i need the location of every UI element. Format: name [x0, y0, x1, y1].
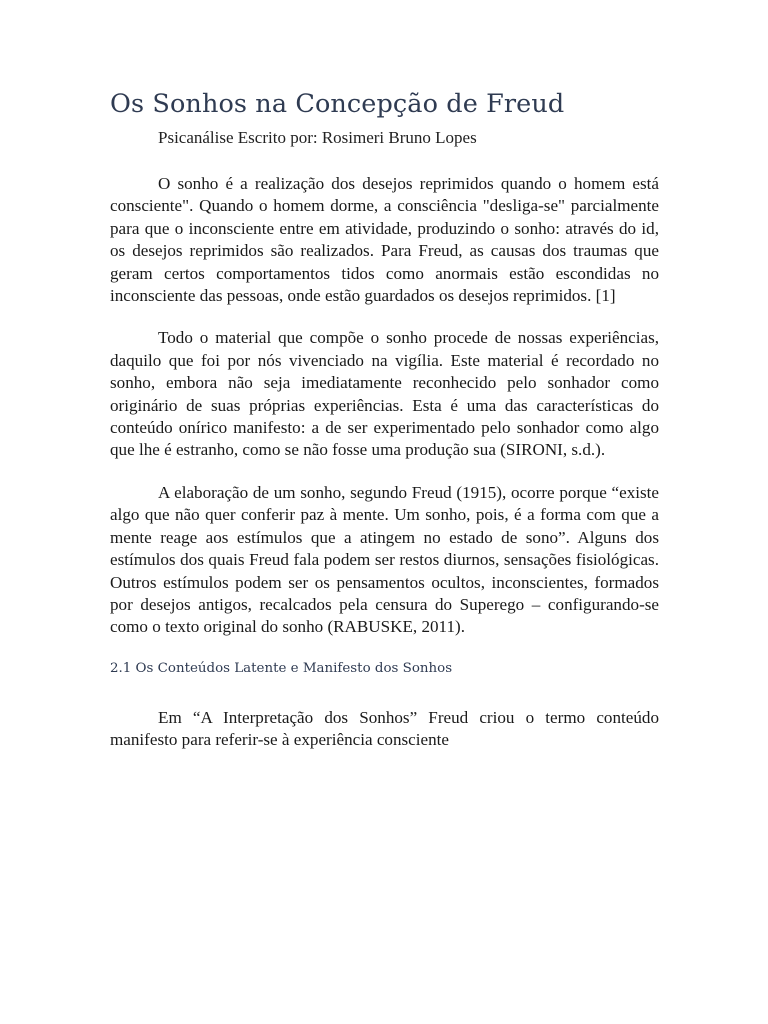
document-body	[110, 86, 659, 752]
paragraph-2: Todo o material que compõe o sonho procede de nossas experiências, daquilo que foi por nós vivenciado na vigília. Este material é recordado no sonho, embora não seja imediatamente reconhecido pelo sonhador como originário de suas próprias experiências. Esta é uma das características do conteúdo onírico manifesto: a de ser experimentado pelo sonhador como algo que lhe é estranho, como se não fosse uma produção sua (SIRONI, s.d.).	[110, 328, 659, 460]
paragraph-1: O sonho é a realização dos desejos reprimidos quando o homem está consciente". Quando o homem dorme, a consciência "desliga-se" parcialmente para que o inconsciente entre em atividade, produzindo o sonho: através do id, os desejos reprimidos são realizados. Para Freud, as causas dos traumas que geram certos comportamentos tidos como anormais estão escondidas no inconsciente das pessoas, onde estão guardados os desejos reprimidos. [1]	[110, 174, 659, 306]
document-subtitle: Psicanálise Escrito por: Rosimeri Bruno Lopes	[158, 128, 477, 147]
paragraph-3: A elaboração de um sonho, segundo Freud (1915), ocorre porque “existe algo que não quer conferir paz à mente. Um sonho, pois, é a forma com que a mente reage aos estímulos que a atingem no estado de sono”. Alguns dos estímulos dos quais Freud fala podem ser restos diurnos, sensações fisiológicas. Outros estímulos podem ser os pensamentos ocultos, inconscientes, formados por desejos antigos, recalcados pela censura do Superego – configurando-se como o texto original do sonho (RABUSKE, 2011).	[110, 482, 659, 637]
section-paragraph: Em “A Interpretação dos Sonhos” Freud criou o termo conteúdo manifesto para referir-se à experiência consciente	[110, 707, 659, 750]
section-heading: 2.1 Os Conteúdos Latente e Manifesto dos Sonhos	[110, 660, 453, 676]
document-title: Os Sonhos na Concepção de Freud	[110, 89, 565, 119]
